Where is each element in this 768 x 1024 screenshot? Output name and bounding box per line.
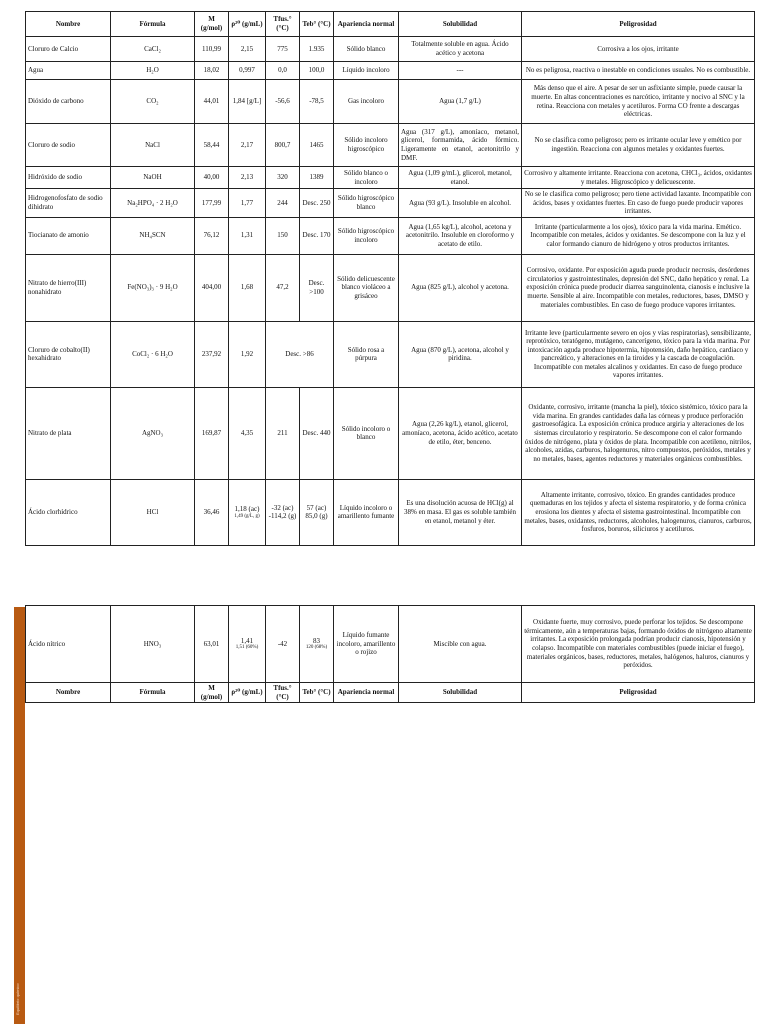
col-apariencia: Apariencia normal — [334, 683, 399, 703]
cell-densidad: 1,84 [g/L] — [229, 80, 266, 124]
cell-peligrosidad: Altamente irritante, corrosivo, tóxico. En grandes cantidades produce quemaduras en los tejidos y afecta el sistema respiratorio, y de forma crónica erosiona los dientes y afecta el sistema gastrointestinal. Incompatible con metales, bases, oxidantes, reductores, alcoholes, halogenuros, cianuros, carburos, fosfuros, boruros, siliciuros y acetiluros. — [522, 479, 755, 545]
col-densidad: ρ²⁰ (g/mL) — [229, 12, 266, 37]
table-row — [26, 321, 755, 387]
cell-formula: HCl — [111, 479, 195, 545]
cell-peligrosidad: Irritante leve (particularmente severo en ojos y vías respiratorias), sensibilizante, reprotóxico, teratógeno, mutágeno, cancerígeno, tóxico para la vida marina. Por intoxicación aguda produce hipotermia, hipotensión, daño hepático, cardiaco y pancreático, y alteraciones en la tiroides y la cascada de coagulación. Incompatible con metales alcalinos y oxidantes. En caso de fuego produce vapores irritantes. — [522, 321, 755, 387]
cell-solubilidad: Miscible con agua. — [399, 606, 522, 683]
cell-nombre: Cloruro de Calcio — [26, 37, 111, 62]
cell-nombre: Hidrogenofosfato de sodio dihidrato — [26, 189, 111, 218]
cell-peligrosidad: Oxidante, corrosivo, irritante (mancha la piel), tóxico sistémico, tóxico para la vida marina. En grandes cantidades daña las córneas y produce perforación gastroesofágica. La exposición crónica produce argiria y alteraciones de los sistemas circulatorio y respiratorio. Se descompone con el calor formando óxidos de nitrógeno, plata y óxidos de plata. Incompatible con acetileno, nitrilos, alcoholes, azidas, carburos, halogenuros, nitro compuestos, peróxidos, metales y no metales, bases, agentes reductores y materiales orgánicos combustibles. — [522, 387, 755, 479]
cell-tfus: 211 — [266, 387, 300, 479]
col-nombre: Nombre — [26, 12, 111, 37]
table-row — [26, 80, 755, 124]
cell-teb: Desc. 170 — [300, 217, 334, 254]
table-row — [26, 37, 755, 62]
cell-apariencia: Sólido blanco o incoloro — [334, 167, 399, 189]
cell-peligrosidad: Más denso que el aire. A pesar de ser un asfixiante simple, puede causar la muerte. En altas concentraciones es narcótico, irritante y nocivo al SNC y la retina. Reacciona con metales y acetiluros. Forma CO frente a descargas eléctricas. — [522, 80, 755, 124]
densidad-sub: 1,51 (60%) — [235, 645, 259, 651]
cell-formula: NaOH — [111, 167, 195, 189]
cell-solubilidad: Totalmente soluble en agua. Ácido acético y acetona — [399, 37, 522, 62]
cell-teb: 57 (ac) 85,0 (g) — [300, 479, 334, 545]
col-solubilidad: Solubilidad — [399, 12, 522, 37]
densidad-sub: 1,49 (g/L, g) — [234, 513, 260, 519]
cell-teb: 1465 — [300, 124, 334, 167]
cell-apariencia: Gas incoloro — [334, 80, 399, 124]
col-teb: Teb° (°C) — [300, 683, 334, 703]
cell-solubilidad: Agua (825 g/L), alcohol y acetona. — [399, 254, 522, 321]
cell-masa: 44,01 — [195, 80, 229, 124]
table-row — [26, 167, 755, 189]
col-masa: M (g/mol) — [195, 683, 229, 703]
cell-peligrosidad: No es peligrosa, reactiva o inestable en condiciones usuales. No es combustible. — [522, 62, 755, 80]
cell-nombre: Cloruro de sodio — [26, 124, 111, 167]
teb-main: 83 — [313, 636, 320, 645]
table-row — [26, 189, 755, 218]
cell-solubilidad: Agua (317 g/L), amoníaco, metanol, glicerol, formamida, ácido fórmico. Ligeramente en etanol, acetonitrilo y DMF. — [399, 124, 522, 167]
cell-apariencia: Líquido incoloro — [334, 62, 399, 80]
cell-masa: 76,12 — [195, 217, 229, 254]
cell-formula: CoCl₂ · 6 H₂O — [111, 321, 195, 387]
cell-teb: -78,5 — [300, 80, 334, 124]
cell-teb: 1389 — [300, 167, 334, 189]
cell-apariencia: Sólido incoloro higroscópico — [334, 124, 399, 167]
cell-nombre: Tiocianato de amonio — [26, 217, 111, 254]
col-formula: Fórmula — [111, 683, 195, 703]
col-teb: Teb° (°C) — [300, 12, 334, 37]
col-peligrosidad: Peligrosidad — [522, 12, 755, 37]
col-tfus: Tfus.° (°C) — [266, 12, 300, 37]
reagents-table — [25, 11, 755, 546]
cell-tfus: 775 — [266, 37, 300, 62]
cell-apariencia: Sólido delicuescente blanco violáceo a grisáceo — [334, 254, 399, 321]
cell-masa: 63,01 — [195, 606, 229, 683]
cell-solubilidad: Agua (1,7 g/L) — [399, 80, 522, 124]
cell-apariencia: Sólido incoloro o blanco — [334, 387, 399, 479]
cell-teb: Desc. >100 — [300, 254, 334, 321]
cell-teb: 1.935 — [300, 37, 334, 62]
cell-teb — [300, 606, 334, 683]
cell-masa: 237,92 — [195, 321, 229, 387]
table-row — [26, 387, 755, 479]
cell-apariencia: Sólido higroscópico incoloro — [334, 217, 399, 254]
col-apariencia: Apariencia normal — [334, 12, 399, 37]
cell-teb: 100,0 — [300, 62, 334, 80]
col-formula: Fórmula — [111, 12, 195, 37]
cell-tfus: -42 — [266, 606, 300, 683]
cell-nombre: Ácido clorhídrico — [26, 479, 111, 545]
cell-nombre: Ácido nítrico — [26, 606, 111, 683]
cell-solubilidad: Agua (2,26 kg/L), etanol, glicerol, amoníaco, acetona, ácido acético, acetato de etilo, éter, benceno. — [399, 387, 522, 479]
cell-teb: Desc. 440 — [300, 387, 334, 479]
cell-tfus: 244 — [266, 189, 300, 218]
cell-peligrosidad: No se le clasifica como peligroso; pero tiene actividad laxante. Incompatible con ácidos, bases y oxidantes fuertes. En caso de fuego puede producir vapores irritantes. — [522, 189, 755, 218]
table-row — [26, 62, 755, 80]
cell-tfus: -32 (ac) -114,2 (g) — [266, 479, 300, 545]
cell-formula: CO₂ — [111, 80, 195, 124]
cell-formula: Fe(NO₃)₃ · 9 H₂O — [111, 254, 195, 321]
cell-densidad: 2,17 — [229, 124, 266, 167]
cell-densidad: 1,31 — [229, 217, 266, 254]
cell-solubilidad: Es una disolución acuosa de HCl(g) al 38% en masa. El gas es soluble también en etanol, metanol y éter. — [399, 479, 522, 545]
col-peligrosidad: Peligrosidad — [522, 683, 755, 703]
cell-solubilidad: Agua (870 g/L), acetona, alcohol y piridina. — [399, 321, 522, 387]
cell-tfus: 320 — [266, 167, 300, 189]
cell-apariencia: Líquido incoloro o amarillento fumante — [334, 479, 399, 545]
teb-sub: 120 (68%) — [305, 645, 328, 651]
col-densidad: ρ²⁰ (g/mL) — [229, 683, 266, 703]
table-row — [26, 479, 755, 545]
cell-tfus: 0,0 — [266, 62, 300, 80]
cell-apariencia: Sólido higroscópico blanco — [334, 189, 399, 218]
densidad-main: 1,41 — [240, 636, 254, 645]
cell-densidad: 2,13 — [229, 167, 266, 189]
cell-tfus: 800,7 — [266, 124, 300, 167]
cell-masa: 58,44 — [195, 124, 229, 167]
cell-densidad: 1,92 — [229, 321, 266, 387]
cell-masa: 177,99 — [195, 189, 229, 218]
cell-masa: 40,00 — [195, 167, 229, 189]
cell-peligrosidad: Corrosivo, oxidante. Por exposición aguda puede producir necrosis, desórdenes circulatorios y gastrointestinales, depresión del SNC, daño hepático y renal. La exposición crónica puede producir diarrea sanguinolenta, cianosis e inclusive la muerte. Sensible al aire. Incompatible con metales, reductores, bases, DMSO y materiales combustibles. En caso de fuego produce vapores irritantes. — [522, 254, 755, 321]
cell-densidad: 2,15 — [229, 37, 266, 62]
cell-tfus-teb: Desc. >86 — [266, 321, 334, 387]
cell-masa: 36,46 — [195, 479, 229, 545]
cell-teb: Desc. 250 — [300, 189, 334, 218]
cell-densidad: 0,997 — [229, 62, 266, 80]
cell-nombre: Nitrato de plata — [26, 387, 111, 479]
cell-formula: CaCl₂ — [111, 37, 195, 62]
cell-densidad: 1,77 — [229, 189, 266, 218]
cell-formula: H₂O — [111, 62, 195, 80]
col-solubilidad: Solubilidad — [399, 683, 522, 703]
cell-apariencia: Líquido fumante incoloro, amarillento o rojizo — [334, 606, 399, 683]
cell-formula: NH₄SCN — [111, 217, 195, 254]
cell-nombre: Cloruro de cobalto(II) hexahidrato — [26, 321, 111, 387]
densidad-main: 1,18 (ac) — [234, 504, 260, 513]
cell-formula: HNO₃ — [111, 606, 195, 683]
cell-densidad: 1,68 — [229, 254, 266, 321]
cell-nombre: Nitrato de hierro(III) nonahidrato — [26, 254, 111, 321]
cell-masa: 18,02 — [195, 62, 229, 80]
cell-masa: 169,87 — [195, 387, 229, 479]
col-nombre: Nombre — [26, 683, 111, 703]
cell-peligrosidad: Corrosiva a los ojos, irritante — [522, 37, 755, 62]
cell-apariencia: Sólido rosa a púrpura — [334, 321, 399, 387]
cell-masa: 404,00 — [195, 254, 229, 321]
header-row-repeat — [26, 683, 755, 703]
cell-nombre: Hidróxido de sodio — [26, 167, 111, 189]
cell-tfus: -56,6 — [266, 80, 300, 124]
cell-densidad: 4,35 — [229, 387, 266, 479]
cell-nombre: Dióxido de carbono — [26, 80, 111, 124]
cell-solubilidad: Agua (1,65 kg/L), alcohol, acetona y acetonitrilo. Insoluble en cloroformo y acetato de etilo. — [399, 217, 522, 254]
cell-tfus: 47,2 — [266, 254, 300, 321]
cell-solubilidad: Agua (93 g/L). Insoluble en alcohol. — [399, 189, 522, 218]
cell-densidad — [229, 606, 266, 683]
cell-peligrosidad: Oxidante fuerte, muy corrosivo, puede perforar los tejidos. Se descompone térmicamente, aún a temperaturas bajas, formando óxidos de nitrógeno altamente irritantes. La exposición prolongada podrían producir cianosis, hipotensión y colapso. Incompatible con materiales combustibles (puede iniciar el fuego), materiales orgánicos, bases, reductores, metales, halógenos, haluros, cianuros y peróxidos. — [522, 606, 755, 683]
cell-apariencia: Sólido blanco — [334, 37, 399, 62]
cell-solubilidad: --- — [399, 62, 522, 80]
cell-nombre: Agua — [26, 62, 111, 80]
cell-solubilidad: Agua (1,09 g/mL), glicerol, metanol, etanol. — [399, 167, 522, 189]
cell-tfus: 150 — [266, 217, 300, 254]
table-row — [26, 254, 755, 321]
reagents-table-continued — [25, 605, 755, 703]
cell-peligrosidad: No se clasifica como peligroso; pero es irritante ocular leve y emético por ingestión. Reacciona con algunos metales y oxidantes fuertes. — [522, 124, 755, 167]
cell-formula: Na₂HPO₄ · 2 H₂O — [111, 189, 195, 218]
cell-formula: NaCl — [111, 124, 195, 167]
table-row — [26, 217, 755, 254]
cell-peligrosidad: Corrosivo y altamente irritante. Reacciona con acetona, CHCl₃, ácidos, oxidantes y metales. Higroscópico y delicuescente. — [522, 167, 755, 189]
cell-masa: 110,99 — [195, 37, 229, 62]
col-masa: M (g/mol) — [195, 12, 229, 37]
header-row — [26, 12, 755, 37]
table-row — [26, 606, 755, 683]
side-accent-label: Equilibrio químico — [15, 983, 20, 1015]
cell-formula: AgNO₃ — [111, 387, 195, 479]
cell-peligrosidad: Irritante (particularmente a los ojos), tóxico para la vida marina. Emético. Incompatible con metales, ácidos y oxidantes. Se descompone con la luz y el calor formando cianuro de hidrógeno y otros productos irritantes. — [522, 217, 755, 254]
col-tfus: Tfus.° (°C) — [266, 683, 300, 703]
table-row — [26, 124, 755, 167]
cell-densidad — [229, 479, 266, 545]
